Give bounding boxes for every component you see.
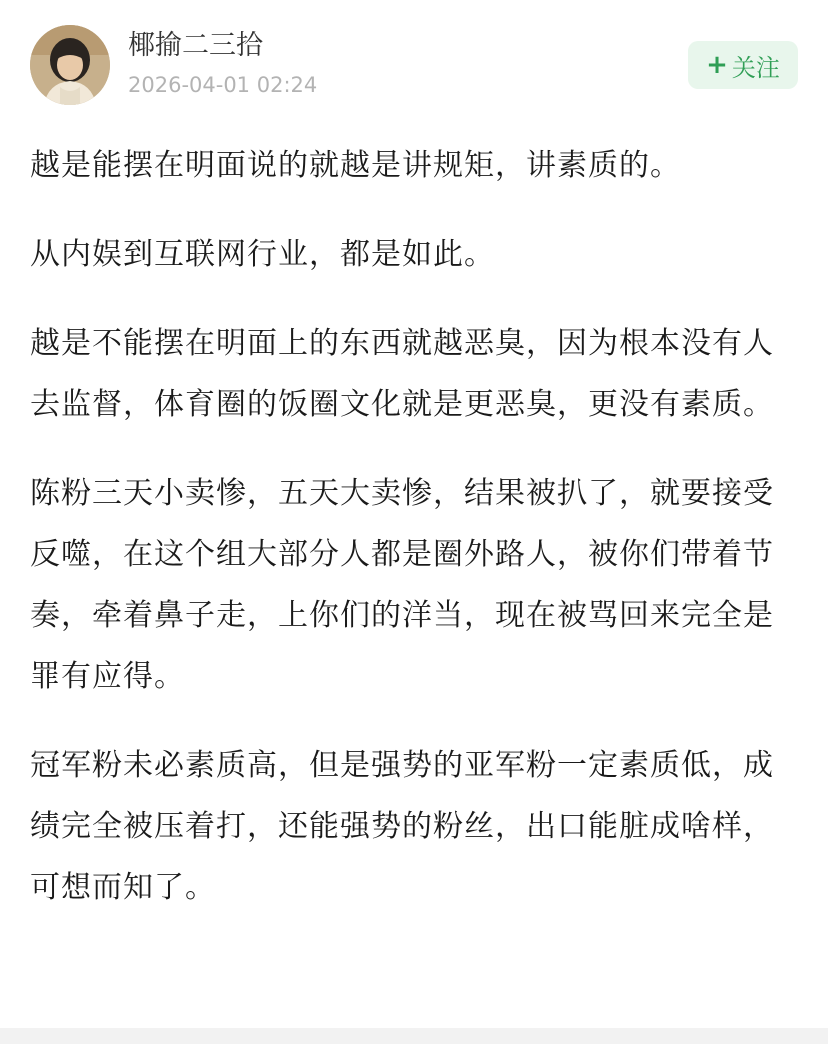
bottom-divider: [0, 1028, 828, 1044]
post-paragraph: 冠军粉未必素质高，但是强势的亚军粉一定素质低，成绩完全被压着打，还能强势的粉丝，出口能脏成啥样，可想而知了。: [30, 748, 774, 905]
post-paragraph: 从内娱到互联网行业，都是如此。: [30, 237, 495, 272]
post-body: [30, 135, 800, 946]
follow-button-label: 关注: [731, 53, 780, 82]
post-paragraph: 越是能摆在明面说的就越是讲规矩，讲素质的。: [30, 148, 681, 183]
avatar-photo-icon: [30, 25, 110, 105]
post-timestamp: 2026-04-01 02:24: [128, 73, 318, 97]
post-paragraph: 越是不能摆在明面上的东西就越恶臭，因为根本没有人去监督，体育圈的饭圈文化就是更恶臭，更没有素质。: [30, 326, 774, 422]
avatar[interactable]: [30, 25, 110, 105]
post-header: [0, 0, 828, 120]
post-paragraph: 陈粉三天小卖惨，五天大卖惨，结果被扒了，就要接受反噬，在这个组大部分人都是圈外路人，被你们带着节奏，牵着鼻子走，上你们的洋当，现在被骂回来完全是罪有应得。: [30, 476, 774, 694]
plus-icon: +: [706, 50, 728, 80]
follow-button[interactable]: [688, 41, 798, 89]
username[interactable]: 椰揄二三拾: [128, 30, 263, 61]
